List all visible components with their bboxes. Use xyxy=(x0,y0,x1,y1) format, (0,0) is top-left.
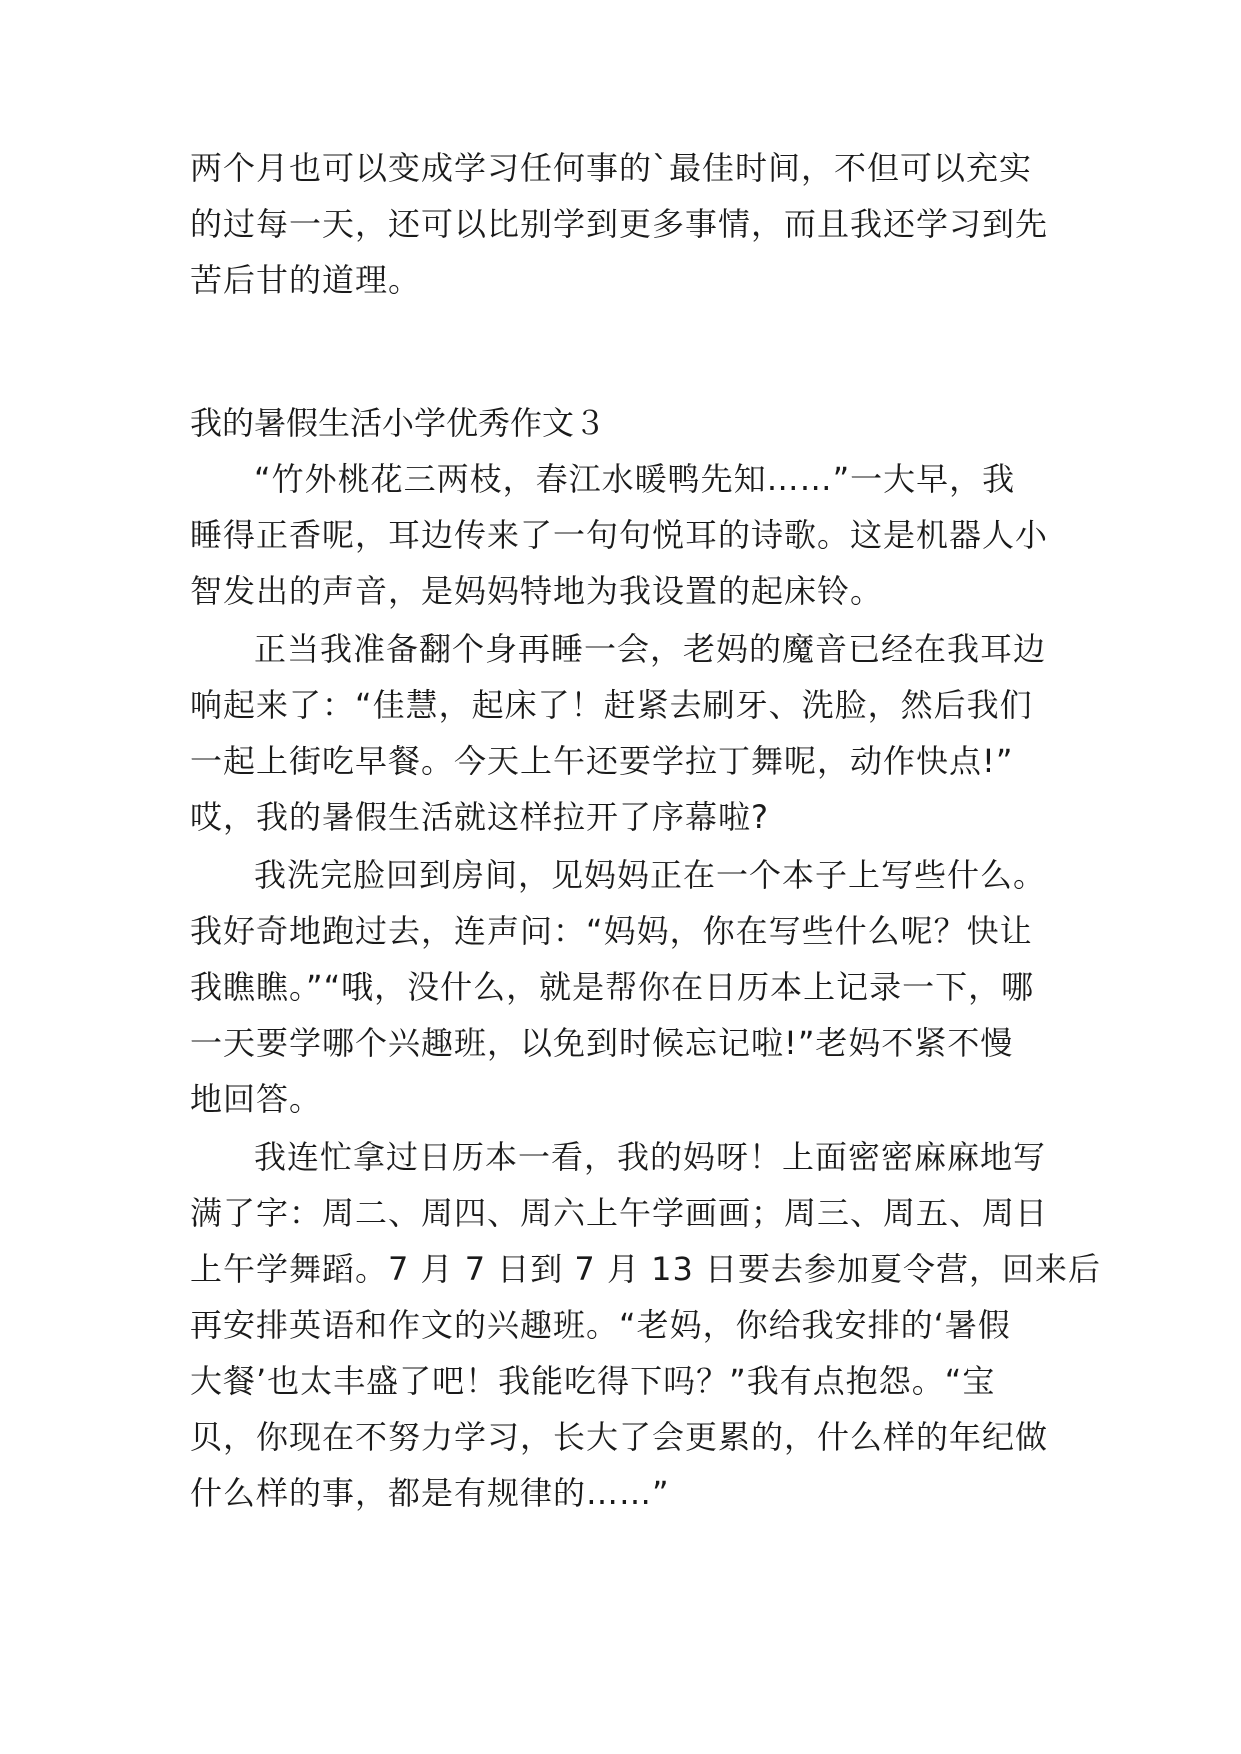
intro-line-3: 苦后甘的道理。 xyxy=(190,261,422,299)
paragraph4-line-3: 上午学舞蹈。7 月 7 日到 7 月 13 日要去参加夏令营，回来后 xyxy=(190,1250,1102,1288)
paragraph4-line-1: 我连忙拿过日历本一看，我的妈呀！上面密密麻麻地写 xyxy=(254,1138,1047,1176)
intro-line-1: 两个月也可以变成学习任何事的`最佳时间，不但可以充实 xyxy=(190,149,1033,187)
paragraph4-line-7: 什么样的事，都是有规律的……” xyxy=(190,1474,670,1512)
paragraph3-line-3: 我瞧瞧。”“哦，没什么，就是帮你在日历本上记录一下，哪 xyxy=(190,968,1035,1006)
paragraph3-line-1: 我洗完脸回到房间，见妈妈正在一个本子上写些什么。 xyxy=(254,856,1047,894)
paragraph4-line-2: 满了字：周二、周四、周六上午学画画；周三、周五、周日 xyxy=(190,1194,1049,1232)
paragraph4-line-6: 贝，你现在不努力学习，长大了会更累的，什么样的年纪做 xyxy=(190,1418,1049,1456)
paragraph3-line-4: 一天要学哪个兴趣班，以免到时候忘记啦!”老妈不紧不慢 xyxy=(190,1024,1014,1062)
paragraph3-line-2: 我好奇地跑过去，连声问：“妈妈，你在写些什么呢？快让 xyxy=(190,912,1033,950)
paragraph4-line-5: 大餐’也太丰盛了吧！我能吃得下吗？”我有点抱怨。“宝 xyxy=(190,1362,996,1400)
paragraph2-line-1: 正当我准备翻个身再睡一会，老妈的魔音已经在我耳边 xyxy=(254,630,1047,668)
paragraph1-line-2: 睡得正香呢，耳边传来了一句句悦耳的诗歌。这是机器人小 xyxy=(190,516,1049,554)
paragraph2-line-2: 响起来了：“佳慧，起床了！赶紧去刷牙、洗脸，然后我们 xyxy=(190,686,1033,724)
intro-line-2: 的过每一天，还可以比别学到更多事情，而且我还学习到先 xyxy=(190,205,1049,243)
section-title: 我的暑假生活小学优秀作文３ xyxy=(190,404,607,442)
paragraph3-line-5: 地回答。 xyxy=(190,1080,323,1118)
paragraph1-line-1: “竹外桃花三两枝，春江水暖鸭先知……”一大早，我 xyxy=(254,460,1016,498)
paragraph2-line-3: 一起上街吃早餐。今天上午还要学拉丁舞呢，动作快点!” xyxy=(190,742,1014,780)
paragraph1-line-3: 智发出的声音，是妈妈特地为我设置的起床铃。 xyxy=(190,572,884,610)
paragraph2-line-4: 哎，我的暑假生活就这样拉开了序幕啦? xyxy=(190,798,769,836)
paragraph4-line-4: 再安排英语和作文的兴趣班。“老妈，你给我安排的‘暑假 xyxy=(190,1306,1011,1344)
